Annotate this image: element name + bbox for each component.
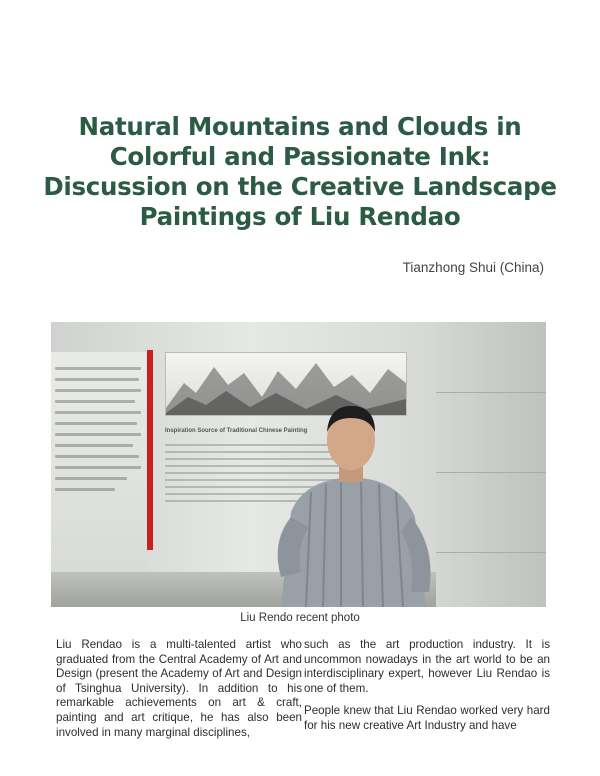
body-column-left: [56, 638, 302, 748]
red-accent-bar: [147, 350, 153, 550]
body-paragraph: People knew that Liu Rendao worked very hard for his new creative Art Industry and have: [304, 704, 550, 732]
artist-photo: [51, 322, 546, 607]
body-column-right: [304, 638, 550, 742]
photo-caption: Liu Rendo recent photo: [240, 612, 360, 624]
body-paragraph: Liu Rendao is a multi-talented artist who graduated from the Central Academy of Art and Design (present the Academy of Art and Design of Tsinghua University). In addition to his remarkable achievements on art & craft, painting and art critique, he has also been involved in many marginal disciplines,: [56, 638, 302, 739]
panel-heading: Inspiration Source of Traditional Chinese Painting: [165, 428, 308, 434]
article-author: Tianzhong Shui (China): [402, 260, 544, 275]
article-title: Natural Mountains and Clouds in Colorful and Passionate Ink: Discussion on the Creative Landscape Paintings of Liu Rendao: [43, 112, 557, 231]
chinese-text-block: [55, 367, 143, 499]
pillar: [436, 322, 546, 607]
artist-figure: [251, 392, 451, 607]
body-paragraph: such as the art production industry. It is uncommon nowadays in the art world to be an interdisciplinary expert, however Liu Rendao is one of them.: [304, 638, 550, 695]
